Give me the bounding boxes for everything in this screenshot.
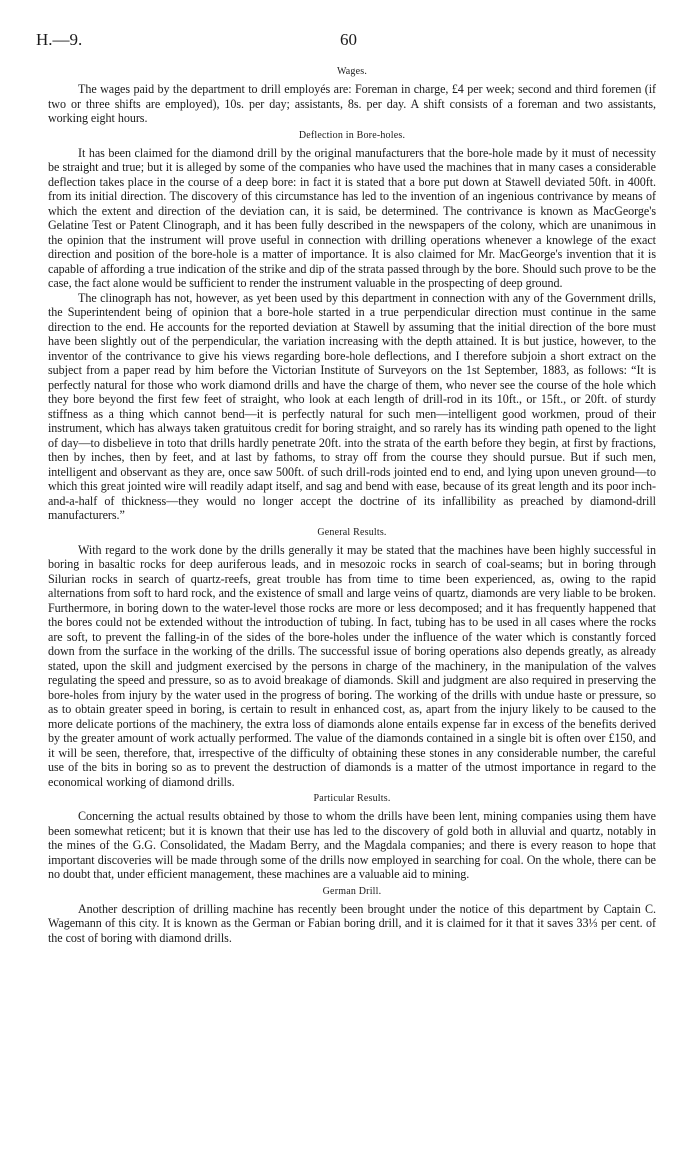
section-heading-particular-results: Particular Results. (313, 793, 391, 804)
section-heading-general-results: General Results. (317, 526, 387, 538)
section-heading-wages: Wages. (336, 66, 368, 77)
document-code: H.—9. (36, 30, 83, 49)
wages-paragraph: The wages paid by the department to drill employés are: Foreman in charge, £4 per week; second and third foremen (if two or three shifts are employed), 10s. per day; assistants, 8s. per day. A shift consists of a foreman and two assistants, working eight hours. (48, 82, 656, 125)
deflection-paragraph-2: The clinograph has not, however, as yet been used by this department in connection with any of the Government drills, the Superintendent being of opinion that a bore-hole started in a true perpendicular direction must continue in the same direction to the end. He accounts for the reported deviation at Stawell by assuming that the initial direction of the bore must have been slightly out of the perpendicular, the variation increasing with the depth attained. It is but justice, however, to the inventor of the contrivance to give his views regarding bore-hole deflections, and I therefore subjoin a short extract on the subject from a paper read by him before the Victorian Institute of Surveyors on the 1st September, 1883, as follows: “It is perfectly natural for those who work diamond drills and have the charge of them, who never see the course of the hole which they bore beyond the first few feet of straight, who look at each length of drill-rod in its 10ft., or 15ft., or 20ft. of sturdy stiffness as a thing which cannot bend—it is perfectly natural for such men—intelligent good workmen, proud of their instrument, which has always taken gratuitous credit for boring straight, and so rarely has its winding path opened to the light of day—to disbelieve in toto that drills hardly penetrate 20ft. into the strata of the earth before they begin, at first by fractions, then by inches, then by feet, and at last by fathoms, to stray off from the course they should pursue. But if such men, intelligent and observant as they are, once saw 500ft. of such drill-rods jointed end to end, and lying upon uneven ground—to which this great jointed wire will readily adapt itself, and sag and bend with ease, because of its great length and its poor inch-and-a-half of thickness—they would no longer accept the doctrine of its infallibility as preached by diamond-drill manufacturers.” (48, 290, 656, 522)
page-number: 60 (340, 30, 357, 49)
particular-results-paragraph: Concerning the actual results obtained by those to whom the drills have been lent, mining companies using them have been somewhat reticent; but it is known that their use has led to the discovery of gold both in alluvial and quartz, notably in the mines of the G.G. Consolidated, the Madam Berry, and the Magdala companies; and there is every reason to hope that important discoveries will be made through some of the drills now employed in searching for coal. On the whole, there can be no doubt that, under efficient management, these machines are a valuable aid to mining. (48, 809, 656, 881)
section-heading-deflection: Deflection in Bore-holes. (298, 129, 406, 141)
page-body (48, 62, 656, 945)
general-results-paragraph: With regard to the work done by the drills generally it may be stated that the machines have been highly successful in boring in basaltic rocks for deep auriferous leads, and in mesozoic rocks in search of coal-seams; but in boring through Silurian rocks in search of quartz-reefs, great trouble has from time to time been experienced, as, owing to the rapid alternations from soft to hard rock, and the existence of small and large veins of quartz, diamonds are very liable to be broken. Furthermore, in boring down to the water-level those rocks are more or less decomposed; and it has frequently happened that the bores could not be extended without the introduction of tubing. In fact, tubing has to be used in all cases where the rocks are soft, to prevent the falling-in of the sides of the bore-holes under the influence of the water which is constantly forced down from the surface in the working of the drills. The successful issue of boring operations also depends greatly, as already stated, upon the skill and judgment exercised by the persons in charge of the machinery, in the manipulation of the valves regulating the speed and pressure, so as to avoid breakage of diamonds. Skill and judgment are also required in preserving the bore-holes from injury by the water used in the progress of boring. The working of the drills with undue haste or pressure, so as to obtain greater speed in boring, is certain to result in enhanced cost, as, apart from the injury likely to be caused to the more delicate portions of the machinery, the extra loss of diamonds alone entails expense far in excess of the benefits derived by the greater amount of work actually performed. The value of the diamonds contained in a single bit is often over £150, and it will be seen, therefore, that, irrespective of the difficulty of obtaining these stones in any considerable number, the careful use of the bits in boring so as to prevent the destruction of diamonds is a matter of the utmost importance in regard to the economical working of diamond drills. (48, 542, 656, 789)
deflection-paragraph-1: It has been claimed for the diamond drill by the original manufacturers that the bore-hole made by it must of necessity be straight and true; but it is alleged by some of the companies who have used the machines that in many cases a considerable deflection takes place in the course of a deep bore: in fact it is stated that a bore put down at Stawell deviated 50ft. in 400ft. from its initial direction. The discovery of this circumstance has led to the invention of an ingenious contrivance by means of which the extent and direction of the deviation can, it is said, be determined. The contrivance is known as MacGeorge's Gelatine Test or Patent Clinograph, and it has been fully described in the newspapers of the colony, which are unanimous in the opinion that the instrument will prove useful in connection with drilling operations whenever a knowlege of the exact direction and position of the bore-hole is a matter of importance. It is also claimed for Mr. MacGeorge's invention that it is capable of affording a true indication of the strike and dip of the strata passed through by the bore. Should such prove to be the case, the fact alone would be sufficient to render the instrument valuable in the prospecting of deep ground. (48, 145, 656, 290)
section-heading-german-drill: German Drill. (322, 885, 382, 897)
german-drill-paragraph: Another description of drilling machine has recently been brought under the notice of this department by Captain C. Wagemann of this city. It is known as the German or Fabian boring drill, and it is claimed for it that it saves 33⅓ per cent. of the cost of boring with diamond drills. (48, 901, 656, 945)
